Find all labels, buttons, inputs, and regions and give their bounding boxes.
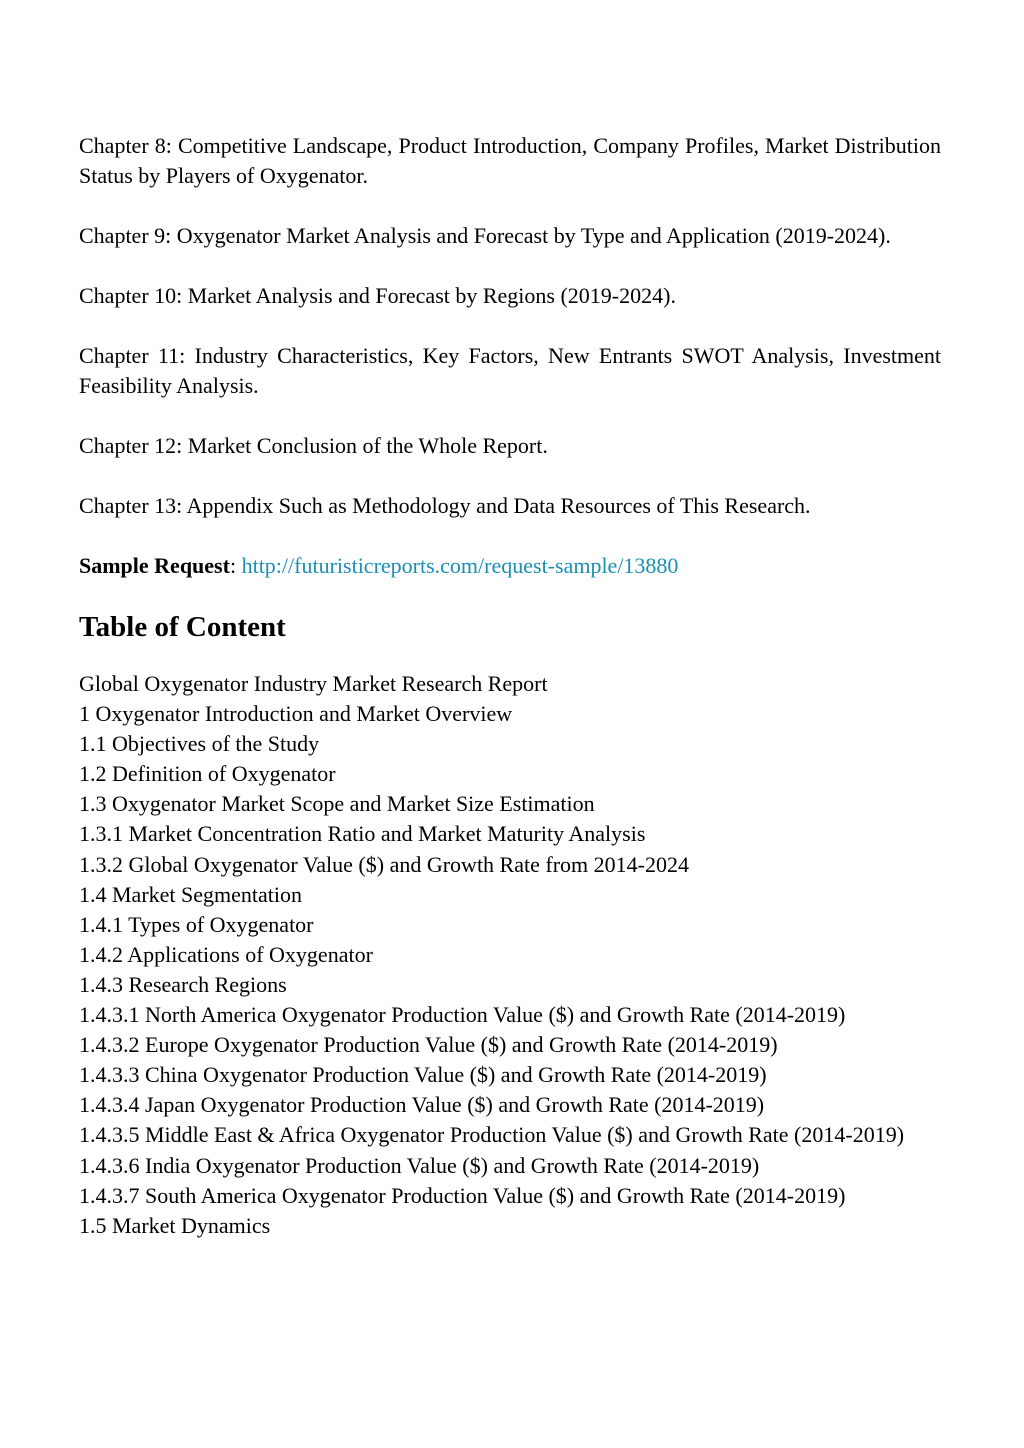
toc-list — [79, 669, 941, 1241]
toc-item: 1.4.3.5 Middle East & Africa Oxygenator Production Value ($) and Growth Rate (2014-2019) — [79, 1122, 905, 1148]
toc-heading: Table of Content — [79, 611, 286, 643]
toc-item: 1.4.3.4 Japan Oxygenator Production Value ($) and Growth Rate (2014-2019) — [79, 1092, 765, 1118]
chapter-8-paragraph: Chapter 8: Competitive Landscape, Product Introduction, Company Profiles, Market Distribution Status by Players of Oxygenator. — [79, 133, 941, 188]
document-page — [79, 131, 941, 1241]
toc-item: 1.2 Definition of Oxygenator — [79, 761, 336, 787]
chapter-9-paragraph: Chapter 9: Oxygenator Market Analysis and Forecast by Type and Application (2019-2024). — [79, 223, 891, 248]
toc-item: 1.4.2 Applications of Oxygenator — [79, 941, 373, 967]
toc-item: 1.4 Market Segmentation — [79, 881, 303, 907]
toc-item: 1.1 Objectives of the Study — [79, 731, 320, 757]
toc-item: 1.4.3.2 Europe Oxygenator Production Value ($) and Growth Rate (2014-2019) — [79, 1032, 778, 1058]
toc-item: 1.4.3.1 North America Oxygenator Production Value ($) and Growth Rate (2014-2019) — [79, 1002, 846, 1028]
sample-request-link[interactable]: http://futuristicreports.com/request-sample/13880 — [241, 553, 679, 578]
toc-item: 1.3.1 Market Concentration Ratio and Market Maturity Analysis — [79, 821, 646, 847]
toc-item: 1.4.3 Research Regions — [79, 971, 287, 997]
toc-item: 1.5 Market Dynamics — [79, 1212, 271, 1238]
toc-item: 1.4.1 Types of Oxygenator — [79, 911, 314, 937]
toc-item: 1.3 Oxygenator Market Scope and Market Size Estimation — [79, 791, 595, 817]
toc-item: Global Oxygenator Industry Market Research Report — [79, 671, 548, 696]
chapter-10-paragraph: Chapter 10: Market Analysis and Forecast by Regions (2019-2024). — [79, 283, 676, 308]
sample-request-label: Sample Request — [79, 553, 230, 578]
chapter-13-paragraph: Chapter 13: Appendix Such as Methodology and Data Resources of This Research. — [79, 493, 811, 518]
sample-request-line — [79, 551, 941, 581]
sample-request-separator: : — [229, 553, 242, 578]
chapter-12-paragraph: Chapter 12: Market Conclusion of the Whole Report. — [79, 433, 548, 458]
toc-item: 1.4.3.3 China Oxygenator Production Value ($) and Growth Rate (2014-2019) — [79, 1062, 767, 1088]
toc-item: 1.4.3.6 India Oxygenator Production Value ($) and Growth Rate (2014-2019) — [79, 1152, 760, 1178]
toc-item: 1.4.3.7 South America Oxygenator Production Value ($) and Growth Rate (2014-2019) — [79, 1182, 846, 1208]
toc-item: 1.3.2 Global Oxygenator Value ($) and Growth Rate from 2014-2024 — [79, 851, 689, 877]
chapter-11-paragraph: Chapter 11: Industry Characteristics, Key Factors, New Entrants SWOT Analysis, Investment Feasibility Analysis. — [79, 343, 941, 398]
toc-item: 1 Oxygenator Introduction and Market Overview — [79, 701, 513, 727]
